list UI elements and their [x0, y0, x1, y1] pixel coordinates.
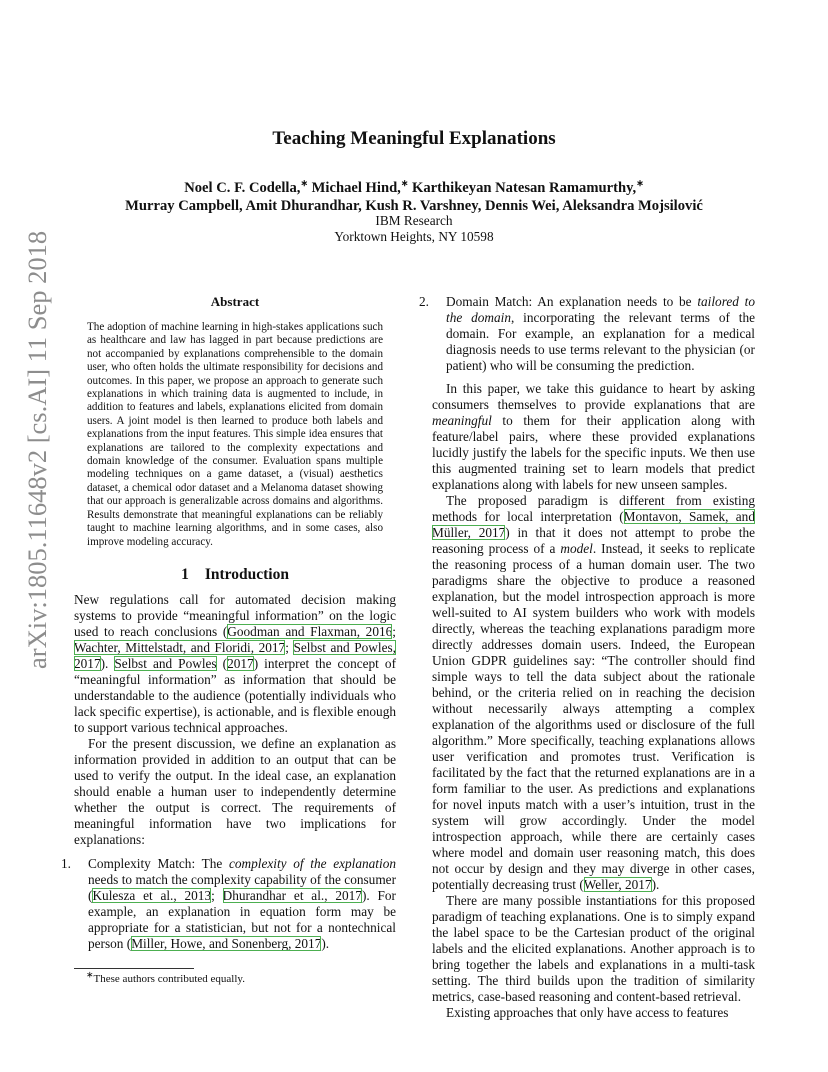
- intro-paragraph-5: There are many possible instantiations for this proposed paradigm of teaching explanations. One is to simply expand the label space to be the Cartesian product of the original labels and the elicited explanations. Another approach is to bring together the labels and explanations in a multi-task setting. The third builds upon the tradition of similarity metrics, case-based reasoning and content-based retrieval.: [432, 893, 755, 1004]
- citation-link[interactable]: Montavon, Samek, and Müller, 2017: [432, 509, 755, 540]
- emphasis-text: tailored to the domain: [446, 294, 755, 325]
- text-run: needs to match the complexity capability of the consumer (: [88, 871, 396, 903]
- footnote-mark: ∗: [86, 969, 94, 980]
- citation-link[interactable]: Selbst and Powles, 2017: [74, 639, 396, 671]
- citation-link[interactable]: Wachter, Mittelstadt, and Floridi, 2017: [74, 639, 286, 655]
- citation-link[interactable]: Miller, Howe, and Sonenberg, 2017: [131, 935, 322, 951]
- intro-paragraph-4: [432, 493, 755, 893]
- list-item-domain-match: [419, 294, 755, 374]
- right-column: [419, 294, 755, 1021]
- emphasis-text: model: [560, 541, 593, 556]
- affiliation-location: Yorktown Heights, NY 10598: [334, 229, 494, 244]
- text-run: ).: [651, 877, 660, 892]
- list-number: 2.: [419, 294, 429, 309]
- text-run: In this paper, we take this guidance to heart by asking consumers themselves to provide explanations that are: [432, 381, 755, 412]
- text-run: New regulations call for automated decision making systems to provide “meaningful information” on the logic used to reach conclusions (: [74, 591, 396, 639]
- text-run: ;: [285, 639, 294, 655]
- emphasis-text: meaningful: [432, 413, 492, 428]
- abstract-heading: Abstract: [210, 294, 260, 309]
- citation-link[interactable]: Weller, 2017: [583, 877, 652, 892]
- footnote: [74, 969, 396, 986]
- text-run: (: [216, 655, 228, 671]
- text-run: Complexity Match: The: [88, 855, 229, 871]
- equal-contribution-mark: ∗: [636, 178, 644, 189]
- citation-link[interactable]: Selbst and Powles: [114, 655, 217, 671]
- citation-link[interactable]: Goodman and Flaxman, 2016: [227, 623, 393, 639]
- footnote-text: These authors contributed equally.: [93, 972, 245, 985]
- affiliation-org: IBM Research: [375, 213, 453, 228]
- paper-title: Teaching Meaningful Explanations: [272, 128, 556, 149]
- left-column: [61, 294, 396, 986]
- section-title: Introduction: [204, 565, 289, 583]
- emphasis-text: complexity of the explanation: [228, 855, 396, 871]
- intro-paragraph-2: For the present discussion, we define an explanation as information provided in addition to an output that can be used to verify the output. In the ideal case, an explanation should enable a human user to independently determine whether the output is correct. The requirements of meaningful information have two implications for explanations:: [74, 735, 396, 847]
- affiliation: [0, 213, 828, 245]
- text-run: ). For example, an explanation in equation form may be appropriate for a statistician, but not for a nontechnical person (: [88, 887, 396, 951]
- abstract-text: The adoption of machine learning in high-stakes applications such as healthcare and law has lagged in part because predictions are not accompanied by explanations comprehensible to the domain user, who often holds the ultimate responsibility for decisions and outcomes. In this paper, we propose an approach to generate such explanations in which training data is augmented to include, in addition to features and labels, explanations elicited from domain users. A joint model is then learned to produce both labels and explanations from the input features. This simple idea ensures that explanations are tailored to the complexity expectations and domain knowledge of the consumer. Evaluation spans multiple modeling techniques on a game dataset, a (visual) aesthetics dataset, a chemical odor dataset and a Melanoma dataset showing that our approach is generalizable across domains and algorithms. Results demonstrate that meaningful explanations can be reliably taught to machine learning algorithms, and in some cases, also improve modeling accuracy.: [87, 321, 383, 548]
- author-line-2: Murray Campbell, Amit Dhurandhar, Kush R. Varshney, Dennis Wei, Aleksandra Mojsilović: [125, 197, 703, 214]
- author-name: Karthikeyan Natesan Ramamurthy,: [412, 180, 637, 196]
- arxiv-stamp: arXiv:1805.11648v2 [cs.AI] 11 Sep 2018: [22, 230, 52, 669]
- citation-link[interactable]: 2017: [227, 655, 254, 671]
- intro-paragraph-3: [432, 381, 755, 493]
- equal-contribution-mark: ∗: [300, 178, 308, 189]
- citation-link[interactable]: Dhurandhar et al., 2017: [222, 887, 362, 903]
- text-run: The proposed paradigm is different from existing methods for local interpretation (: [432, 493, 755, 524]
- author-line-1: [0, 180, 828, 198]
- text-run: Domain Match: An explanation needs to be: [446, 294, 698, 309]
- text-run: ;: [392, 623, 396, 639]
- list-number: 1.: [61, 855, 71, 871]
- list-item-complexity-match: [61, 855, 396, 952]
- intro-paragraph-6: Existing approaches that only have access to features: [446, 1005, 729, 1020]
- text-run: ).: [321, 935, 330, 951]
- text-run: . Instead, it seeks to replicate the reasoning process of a human domain user. The two paradigms share the objective to produce a reasoned explanation, but the model introspection approach is more well-suited to AI system builders who work with models directly, whereas the teaching explanations paradigm more directly addresses domain users. Indeed, the European Union GDPR guidelines say: “The controller should find simple ways to tell the data subject about the rationale behind, or the criteria relied on in reaching the decision without necessarily always attempting a complex explanation of the algorithms used or disclosure of the full algorithm.” More specifically, teaching explanations allows user verification and promotes trust. Verification is facilitated by the fact that the returned explanations are in a form familiar to the user. As predictions and explanations for novel inputs match with a user’s intuition, trust in the system will grow accordingly. Under the model introspection approach, while there are certainly cases where model and domain user reasoning match, this does not occur by design and they may diverge in other cases, potentially decreasing trust (: [432, 541, 755, 892]
- section-number: 1: [181, 565, 189, 583]
- text-run: ).: [100, 655, 115, 671]
- author-name: Noel C. F. Codella,: [184, 180, 301, 196]
- section-heading: [74, 566, 396, 584]
- equal-contribution-mark: ∗: [400, 178, 409, 189]
- author-name: Michael Hind,: [311, 180, 401, 196]
- intro-paragraph-1: [74, 592, 396, 736]
- text-run: ;: [211, 887, 223, 903]
- text-run: , incorporating the relevant terms of the domain. For example, an explanation for a medical diagnosis needs to use terms relevant to the physician (or patient) who will be consuming the prediction.: [446, 310, 755, 373]
- text-run: to them for their application along with feature/label pairs, where these provided explanations lucidly justify the labels for the specific inputs. We then use this augmented training set to learn models that predict explanations along with labels for new unseen samples.: [432, 413, 755, 492]
- citation-link[interactable]: Kulesza et al., 2013: [92, 887, 212, 903]
- author-block: [0, 180, 828, 215]
- text-run: ) interpret the concept of “meaningful information” as information that should be understandable to the audience (potentially individuals who lack specific expertise), is actionable, and is flexible enough to support various technical approaches.: [74, 655, 396, 735]
- text-run: ) in that it does not attempt to probe the reasoning process of a: [432, 525, 755, 556]
